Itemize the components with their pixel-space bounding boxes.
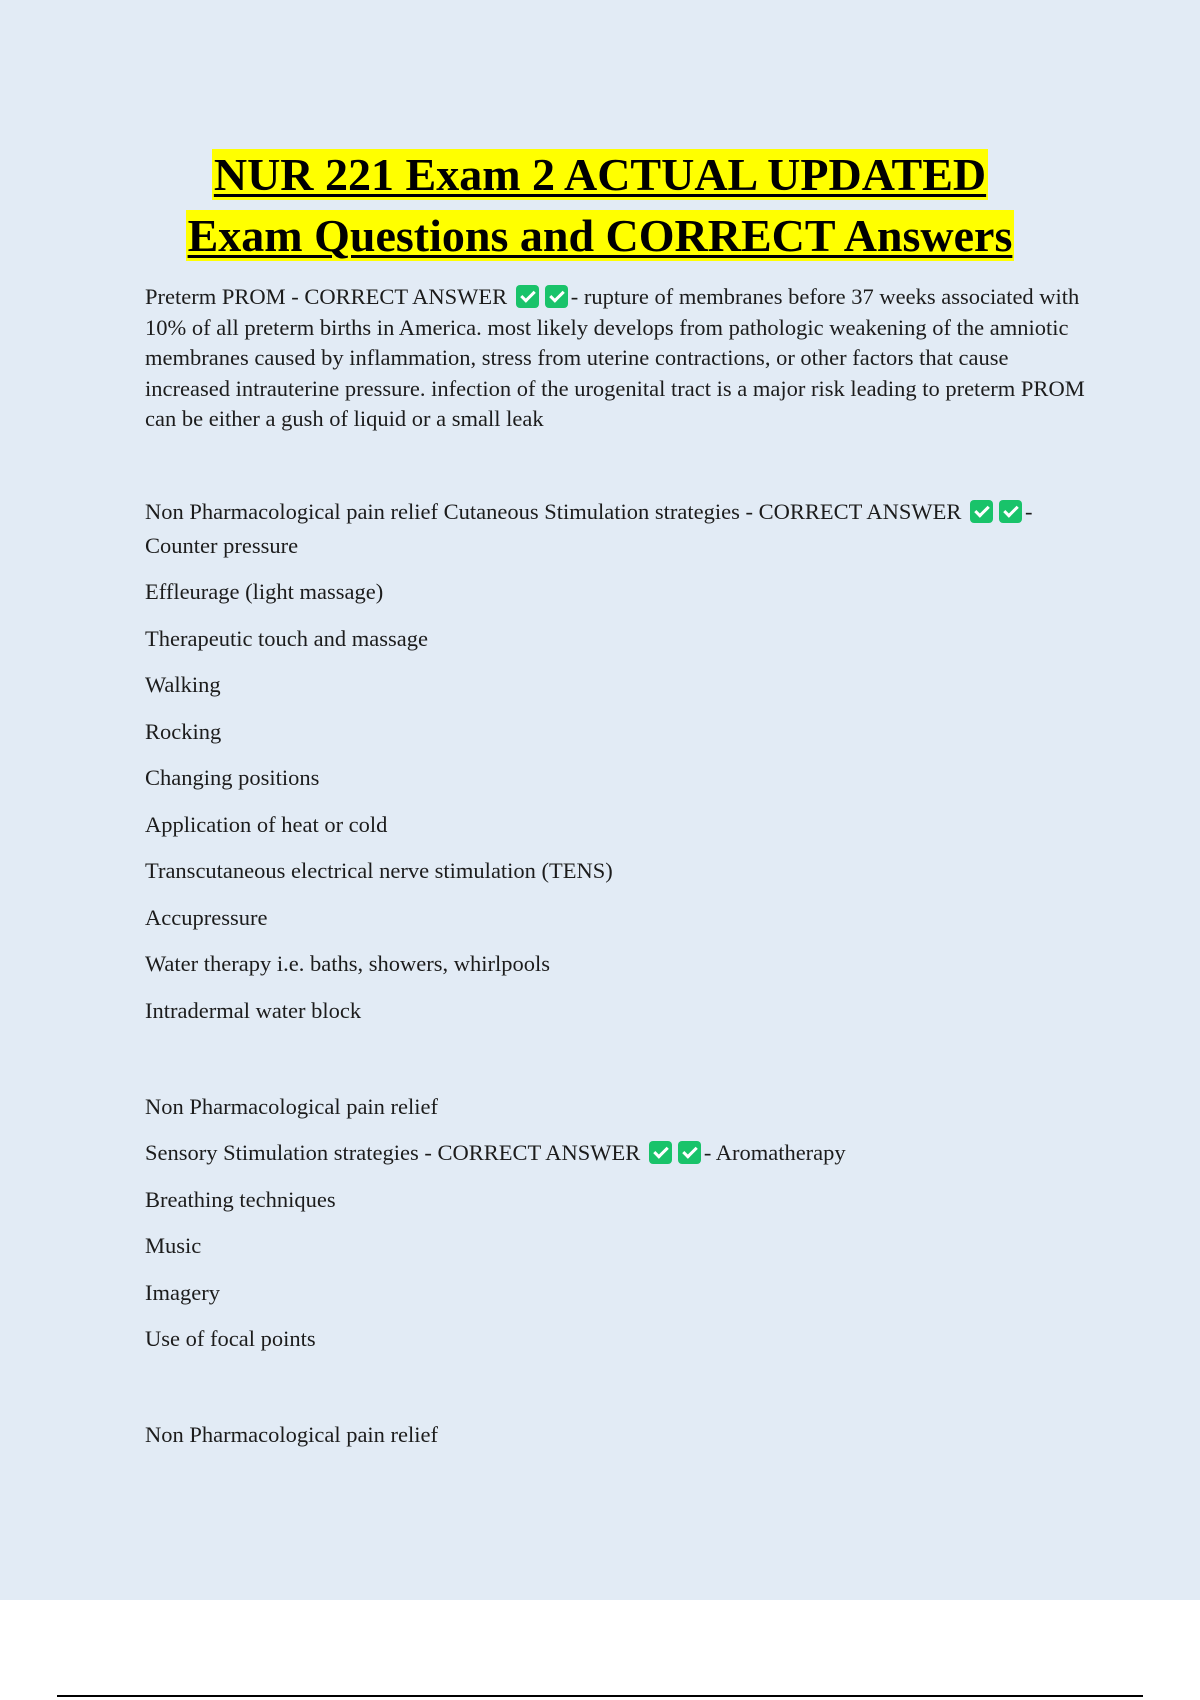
list-item: Effleurage (light massage)	[145, 579, 384, 604]
check-icon	[516, 285, 539, 308]
check-icon	[678, 1141, 701, 1164]
answer-text: - Counter pressure	[145, 498, 1033, 558]
question-text: Preterm PROM - CORRECT ANSWER	[145, 284, 508, 309]
list-item: Transcutaneous electrical nerve stimulation (TENS)	[145, 858, 613, 883]
list-item: Rocking	[145, 718, 222, 744]
list-item: Use of focal points	[145, 1326, 316, 1351]
list-item: Water therapy i.e. baths, showers, whirlpools	[145, 951, 550, 976]
list-item: Breathing techniques	[145, 1186, 336, 1212]
document-content	[145, 282, 1085, 1452]
list-item: Changing positions	[145, 765, 320, 790]
list-item: Application of heat or cold	[145, 811, 388, 837]
list-item: Walking	[145, 672, 221, 697]
answer-text: - Aromatherapy	[703, 1140, 846, 1165]
list-item: Music	[145, 1233, 202, 1258]
document-title	[0, 144, 1200, 266]
check-icon	[545, 285, 568, 308]
footer-divider	[57, 1695, 1143, 1697]
check-icon	[999, 500, 1022, 523]
section-heading: Non Pharmacological pain relief	[145, 1093, 439, 1119]
question-text: Non Pharmacological pain relief Cutaneous Stimulation strategies - CORRECT ANSWER	[145, 498, 962, 524]
list-item: Therapeutic touch and massage	[145, 625, 429, 651]
check-icon	[649, 1141, 672, 1164]
list-item: Imagery	[145, 1279, 220, 1305]
check-icon	[970, 500, 993, 523]
title-line-1: NUR 221 Exam 2 ACTUAL UPDATED	[213, 149, 987, 200]
list-item: Accupressure	[145, 904, 268, 930]
section-heading: Non Pharmacological pain relief	[145, 1422, 439, 1447]
list-item: Intradermal water block	[145, 997, 362, 1023]
answer-text: - rupture of membranes before 37 weeks associated with 10% of all preterm births in America. most likely develops from pathologic weakening of the amniotic membranes caused by inflammation, stress from uterine contractions, or other factors that cause increased intrauterine pressure. infection of the urogenital tract is a major risk leading to preterm PROM can be either a gush of liquid or a small leak	[145, 284, 1085, 431]
title-line-2: Exam Questions and CORRECT Answers	[187, 210, 1013, 261]
qa-sensory-stimulation	[145, 1136, 1085, 1170]
qa-cutaneous-stimulation	[145, 495, 1085, 563]
qa-preterm-prom	[145, 282, 1085, 435]
question-text: Sensory Stimulation strategies - CORRECT ANSWER	[145, 1140, 641, 1165]
